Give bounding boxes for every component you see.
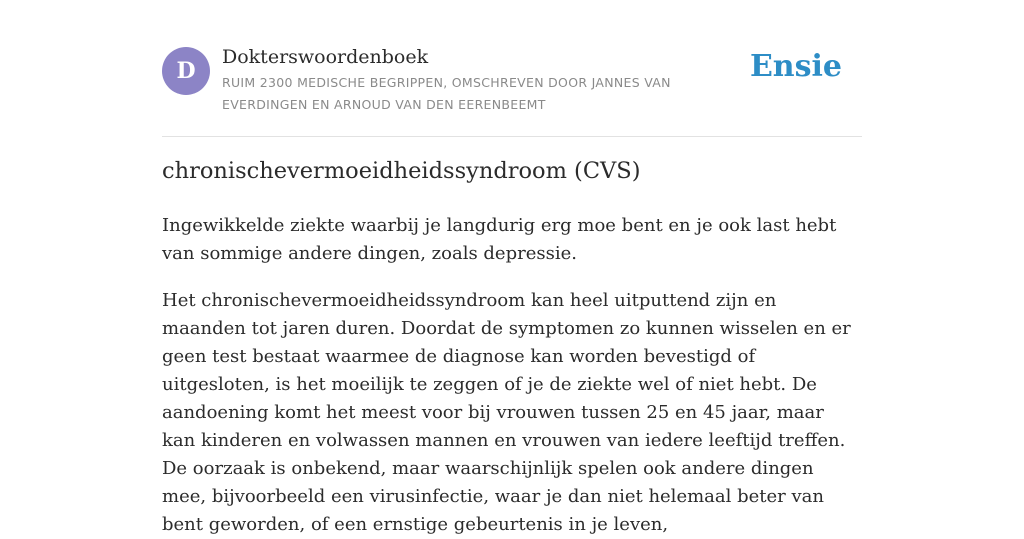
- book-title[interactable]: Dokterswoordenboek: [222, 46, 429, 68]
- book-avatar[interactable]: D: [162, 47, 210, 95]
- entry-description: Het chronischevermoeidheidssyndroom kan heel uitputtend zijn en maanden tot jaren duren. Doordat de symptomen zo kunnen wisselen en er geen test bestaat waarmee de diagnose kan worden bevestigd of uitgesloten, is het moeilijk te zeggen of je de ziekte wel of niet hebt. De aandoening komt het meest voor bij vrouwen tussen 25 en 45 jaar, maar kan kinderen en volwassen mannen en vrouwen van iedere leeftijd treffen. De oorzaak is onbekend, maar waarschijnlijk spelen ook andere dingen mee, bijvoorbeeld een virusinfectie, waar je dan niet helemaal beter van bent geworden, of een ernstige gebeurtenis in je leven,: [162, 290, 851, 535]
- entry-title: chronischevermoeidheidssyndroom (CVS): [162, 158, 641, 184]
- ensie-logo-link[interactable]: Ensie: [749, 49, 842, 84]
- entry-page: [162, 0, 862, 535]
- book-header: [162, 0, 862, 137]
- entry-definition: Ingewikkelde ziekte waarbij je langdurig erg moe bent en je ook last hebt van sommige andere dingen, zoals depressie.: [162, 215, 837, 264]
- book-subtitle: RUIM 2300 MEDISCHE BEGRIPPEN, OMSCHREVEN DOOR JANNES VAN EVERDINGEN EN ARNOUD VAN DEN EERENBEEMT: [222, 75, 671, 112]
